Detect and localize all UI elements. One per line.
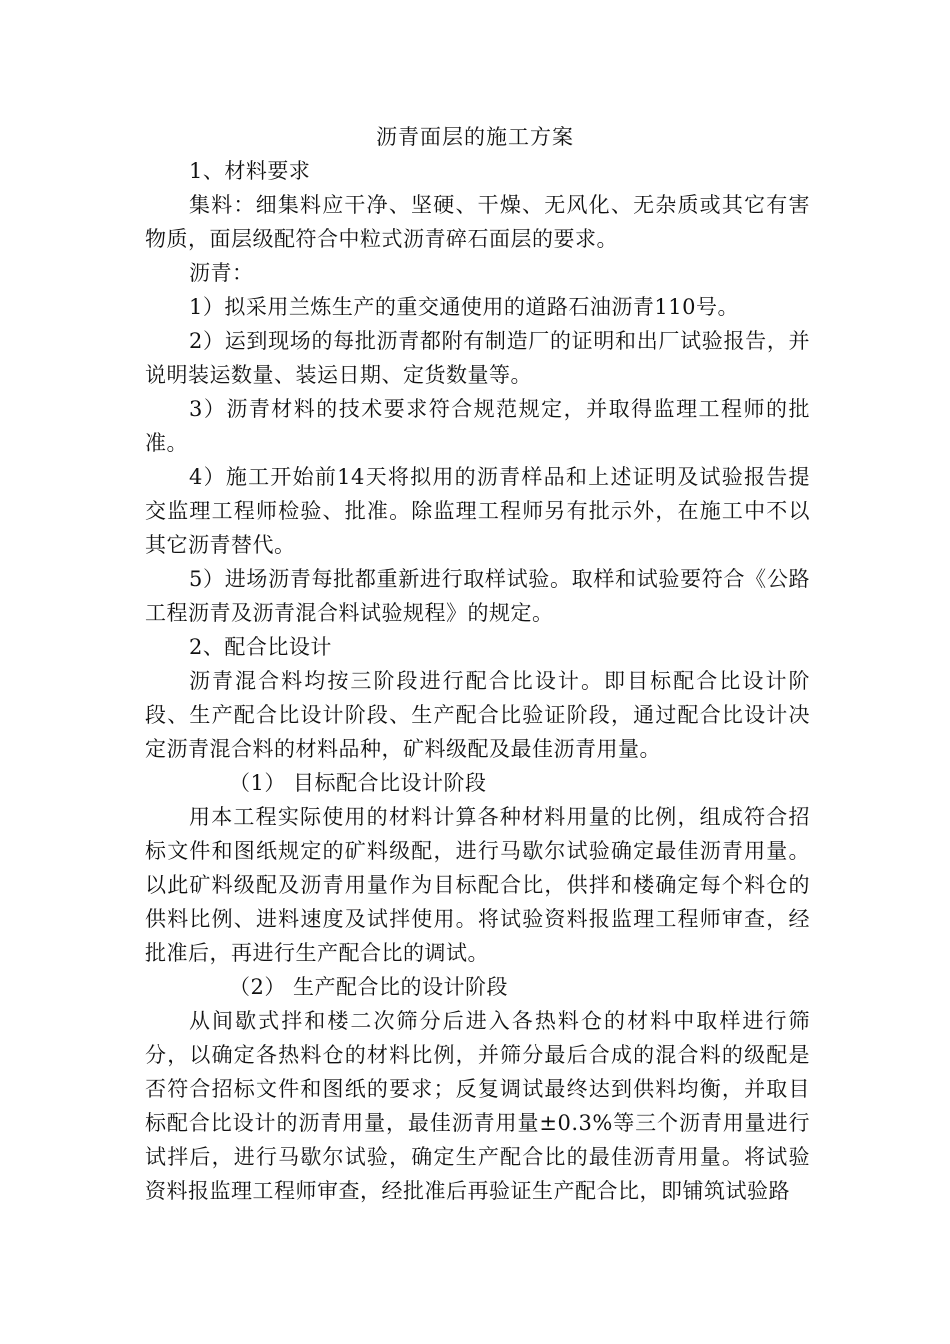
- section-heading: 沥青：: [189, 261, 254, 285]
- paragraph: 3）沥青材料的技术要求符合规范规定，并取得监理工程师的批准。: [145, 397, 810, 455]
- document-body: [145, 154, 810, 1208]
- section-heading: 2、配合比设计: [189, 635, 332, 659]
- paragraph: 用本工程实际使用的材料计算各种材料用量的比例，组成符合招标文件和图纸规定的矿料级配，进行马歇尔试验确定最佳沥青用量。以此矿料级配及沥青用量作为目标配合比，供拌和楼确定每个料仓的供料比例、进料速度及试拌使用。将试验资料报监理工程师审查，经批准后，再进行生产配合比的调试。: [145, 805, 810, 965]
- subsection-heading: （1） 目标配合比设计阶段: [229, 771, 487, 795]
- paragraph: 从间歇式拌和楼二次筛分后进入各热料仓的材料中取样进行筛分，以确定各热料仓的材料比例，并筛分最后合成的混合料的级配是否符合招标文件和图纸的要求；反复调试最终达到供料均衡，并取目标配合比设计的沥青用量，最佳沥青用量±0.3%等三个沥青用量进行试拌后，进行马歇尔试验，确定生产配合比的最佳沥青用量。将试验资料报监理工程师审查，经批准后再验证生产配合比，即铺筑试验路: [145, 1009, 810, 1203]
- subsection-heading: （2） 生产配合比的设计阶段: [229, 975, 509, 999]
- paragraph: 4）施工开始前14天将拟用的沥青样品和上述证明及试验报告提交监理工程师检验、批准。除监理工程师另有批示外，在施工中不以其它沥青替代。: [145, 465, 810, 557]
- section-heading: 1、材料要求: [189, 159, 311, 183]
- paragraph: 5）进场沥青每批都重新进行取样试验。取样和试验要符合《公路工程沥青及沥青混合料试验规程》的规定。: [145, 567, 810, 625]
- page-title: 沥青面层的施工方案: [376, 125, 574, 149]
- paragraph: 1）拟采用兰炼生产的重交通使用的道路石油沥青110号。: [189, 295, 739, 319]
- paragraph: 沥青混合料均按三阶段进行配合比设计。即目标配合比设计阶段、生产配合比设计阶段、生产配合比验证阶段，通过配合比设计决定沥青混合料的材料品种，矿料级配及最佳沥青用量。: [145, 669, 810, 761]
- paragraph: 2）运到现场的每批沥青都附有制造厂的证明和出厂试验报告，并说明装运数量、装运日期、定货数量等。: [145, 329, 810, 387]
- paragraph: 集料：细集料应干净、坚硬、干燥、无风化、无杂质或其它有害物质，面层级配符合中粒式沥青碎石面层的要求。: [145, 193, 810, 251]
